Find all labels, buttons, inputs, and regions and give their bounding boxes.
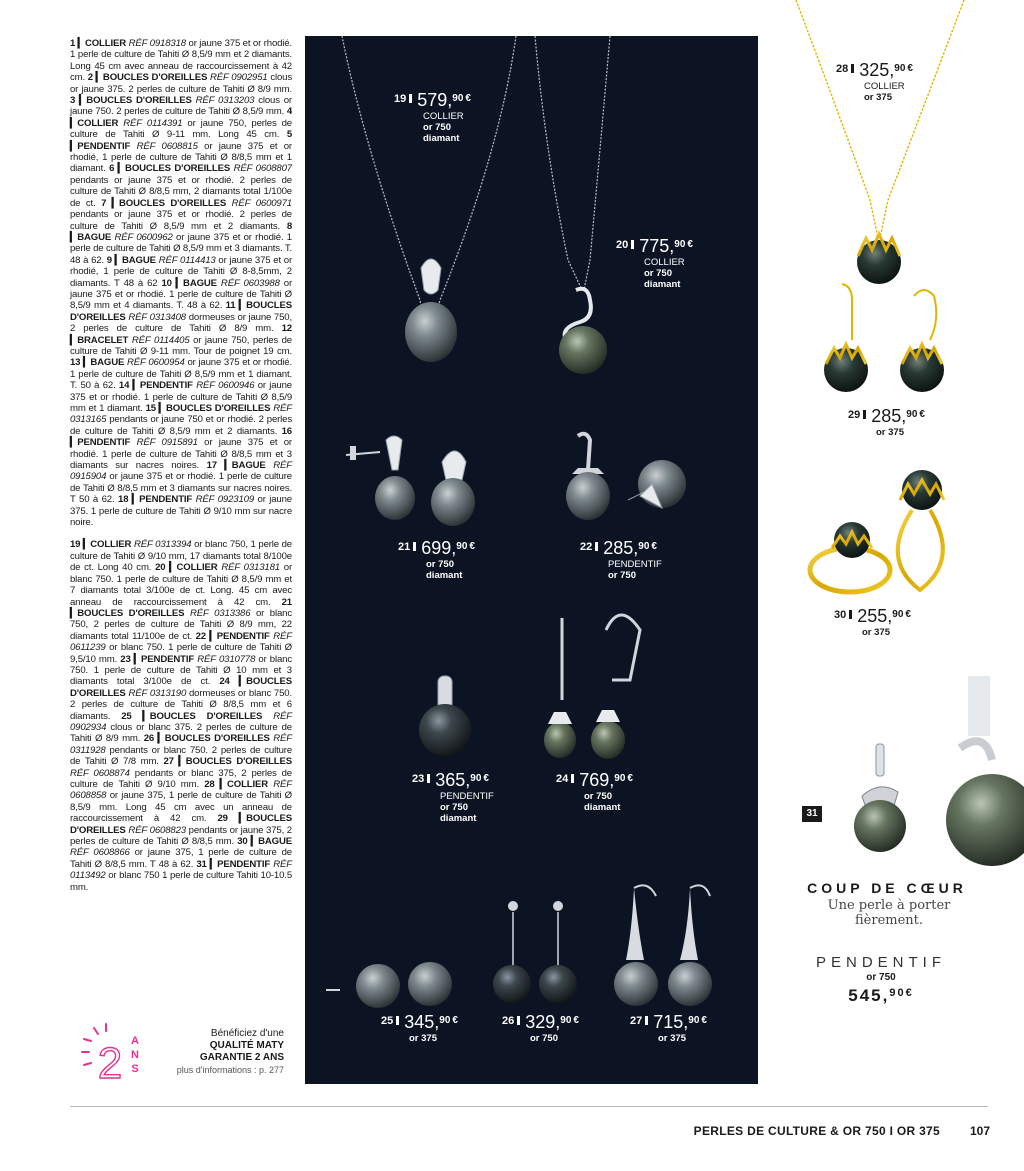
- product-description: or jaune 375 et or rhodié. 1 perle de culture de Tahiti Ø 8/8,5 mm et 3 diamants sur nacres noires.: [70, 437, 292, 472]
- product-type: COLLIER: [644, 257, 685, 268]
- product-reference: RÉF 0600954: [127, 357, 188, 369]
- product-reference: RÉF 0915904: [70, 460, 293, 483]
- price-main: 699,: [421, 538, 457, 558]
- necklace-28: [796, 0, 964, 284]
- currency: €: [465, 93, 471, 104]
- feature-product-type: PENDENTIF: [815, 954, 946, 971]
- price-tag-26: [502, 1012, 579, 1044]
- feature-subtitle: Une perle à porter fièrement.: [827, 898, 951, 928]
- product-type: COLLIER: [423, 111, 464, 122]
- item-number: 27: [630, 1015, 643, 1027]
- product-description: or jaune 375, 1 perle de culture de Tahiti Ø 8/8,5 mm. T 48 à 62.: [70, 847, 292, 870]
- price-main: 579,: [417, 90, 453, 110]
- currency: €: [651, 541, 657, 552]
- guarantee-line-3: GARANTIE 2 ANS: [199, 1052, 284, 1063]
- product-entry-title: 5 ▎PENDENTIF: [70, 129, 292, 152]
- product-reference: RÉF 0313181: [221, 562, 284, 574]
- product-stone: diamant: [584, 802, 621, 813]
- guarantee-digit: 2: [97, 1039, 123, 1084]
- product-reference: RÉF 0114405: [131, 334, 194, 346]
- price-tag-23: [412, 770, 494, 824]
- price-cents: 90: [688, 1015, 700, 1026]
- product-description: or jaune 375, 1 perle de culture de Tahiti Ø 8,5/9 mm. Long 45 cm avec un anneau de raccourcissement à 42 cm.: [70, 790, 292, 825]
- product-entry-title: 25 ▎BOUCLES D'OREILLES: [121, 710, 274, 722]
- item-number: 26: [502, 1015, 515, 1027]
- product-description: pendants or jaune 375 et or rhodié. 2 perles de culture de Tahiti Ø 8,5/9 mm et 2 diamants.: [70, 209, 292, 232]
- product-reference: RÉF 0923109: [195, 494, 258, 506]
- feature-title: COUP DE CŒUR: [807, 880, 967, 896]
- product-description: or jaune 375 et or rhodié, 1 perle de culture de Tahiti Ø 8/8,5 mm et 1 diamant.: [70, 140, 292, 175]
- price-main: 545,: [848, 986, 890, 1005]
- price-cents: 90: [470, 773, 482, 784]
- guarantee-line-2: QUALITÉ MATY: [209, 1040, 284, 1051]
- price-cents: 90: [452, 93, 464, 104]
- product-description: clous or blanc 375. 2 perles de culture de Tahiti Ø 8/9 mm.: [70, 721, 292, 745]
- product-reference: RÉF 0902934: [70, 710, 293, 733]
- product-description: or jaune 375 et or rhodié. 1 perle de culture de Tahiti Ø 8,5/9 mm et 3 diamants. T. 48 à 62.: [70, 231, 292, 266]
- product-reference: RÉF 0608874: [70, 767, 135, 779]
- product-entry-title: 10 ▎BAGUE: [161, 277, 221, 289]
- product-entry-title: 22 ▎PENDENTIF: [195, 630, 274, 642]
- product-reference: RÉF 0310778: [197, 653, 259, 665]
- price-cents: 90: [638, 541, 650, 552]
- product-reference: RÉF 0608866: [70, 847, 135, 859]
- rings-30: [810, 470, 944, 592]
- item-number: 28: [836, 63, 849, 75]
- price-tag-28: [836, 60, 913, 103]
- product-entry-title: 18 ▎PENDENTIF: [118, 494, 196, 506]
- product-reference: RÉF 0114391: [123, 117, 188, 129]
- price-tag-20: [616, 236, 693, 290]
- price-main: 365,: [435, 770, 471, 790]
- price-cents: 90: [894, 63, 906, 74]
- product-description: or jaune 750, perles de culture de Tahiti Ø 9-11 mm. Long 45 cm.: [70, 117, 292, 141]
- price-main: 715,: [653, 1012, 689, 1032]
- item-number: 23: [412, 773, 425, 785]
- item-number: 29: [848, 409, 861, 421]
- product-stone: diamant: [644, 279, 681, 290]
- product-type: PENDENTIF: [440, 791, 494, 802]
- product-entry-title: 17 ▎BAGUE: [206, 460, 274, 472]
- product-entry: [70, 95, 292, 117]
- price-main: 325,: [859, 60, 895, 80]
- currency: €: [687, 239, 693, 250]
- catalog-description-column: [70, 38, 292, 904]
- product-entry-title: 16 ▎PENDENTIF: [70, 425, 292, 449]
- product-description: or blanc 750 1 perle de culture Tahiti 10-10.5 mm.: [70, 870, 292, 893]
- product-description: pendants or jaune 375, 2 perles de culture de Tahiti Ø 8/8,5 mm.: [70, 824, 292, 848]
- price-main: 285,: [603, 538, 639, 558]
- description-block-1: [70, 38, 292, 528]
- currency: €: [905, 987, 914, 999]
- product-entry-title: 12 ▎BRACELET: [70, 323, 292, 346]
- price-tag-21: [398, 538, 475, 581]
- product-stone: diamant: [423, 133, 460, 144]
- product-description: or blanc 750. 1 perle de culture de Tahiti Ø 10 mm et 3 diamants total 3/100e de ct.: [70, 653, 292, 688]
- description-block-2: [70, 539, 292, 893]
- pendant-31: [854, 676, 1024, 866]
- price-cents: 90: [906, 409, 918, 420]
- product-entry-title: 23 ▎PENDENTIF: [120, 653, 198, 665]
- product-metal: or 375: [862, 627, 890, 638]
- feature-price: [796, 986, 966, 1006]
- product-reference: RÉF 0600946: [196, 380, 258, 392]
- product-description: or jaune 375 et or rhodié. 1 perle de culture de Tahiti Ø 8,5/9 mm et 1 diamant. T. 50 à 62.: [70, 357, 292, 392]
- guarantee-letters: A N S: [131, 1035, 139, 1075]
- price-main: 255,: [857, 606, 893, 626]
- product-reference: RÉF 0918318: [128, 38, 189, 49]
- product-description: pendants or jaune 750 et or rhodié. 2 perles de culture de Tahiti Ø 8,5/9 mm et 2 diamants.: [70, 414, 292, 437]
- guarantee-2-years-icon: [80, 1022, 142, 1084]
- product-description: clous or jaune 375. 2 perles de culture de Tahiti Ø 8/9 mm.: [70, 72, 292, 95]
- product-description: pendants or blanc 750. 2 perles de culture de Tahiti Ø 7/8 mm.: [70, 744, 292, 768]
- price-main: 329,: [525, 1012, 561, 1032]
- currency: €: [452, 1015, 458, 1026]
- currency: €: [469, 541, 475, 552]
- product-reference: RÉF 0114413: [158, 254, 219, 266]
- product-description: pendants or jaune 375 et or rhodié. 2 perles de culture de Tahiti Ø 8/8,5 mm, 2 diamants total 1/100e de ct.: [70, 174, 292, 209]
- earrings-29: [824, 284, 944, 392]
- product-type: COLLIER: [864, 81, 905, 92]
- product-reference: RÉF 0902951: [209, 72, 271, 84]
- product-description: or jaune 750, perles de culture de Tahiti Ø 9-11 mm. Tour de poignet 19 cm.: [70, 334, 292, 357]
- product-reference: RÉF 0608858: [70, 779, 292, 802]
- product-description: or jaune 375 et or rhodié. 1 perle de culture de Tahiti Ø 8/8,5 mm et 3 diamants sur nacres noires. T 50 à 62.: [70, 471, 292, 506]
- product-entry-title: 6 ▎BOUCLES D'OREILLES: [109, 163, 234, 175]
- price-cents: 90: [614, 773, 626, 784]
- product-entry: [70, 72, 292, 94]
- product-description: or blanc 750, 1 perle de culture de Tahiti Ø 9/10 mm, 17 diamants total 8/100e de ct. Long 40 cm.: [70, 539, 292, 574]
- product-reference: RÉF 0608807: [233, 163, 292, 175]
- price-cents: 90: [560, 1015, 572, 1026]
- price-tag-19: [394, 90, 471, 144]
- item-number-badge: 31: [802, 806, 822, 822]
- product-reference: RÉF 0313386: [189, 607, 256, 619]
- price-main: 345,: [404, 1012, 440, 1032]
- product-entry-title: 24 ▎BOUCLES D'OREILLES: [70, 676, 292, 699]
- product-description: or blanc 750. 1 perle de culture de Tahiti Ø 8,5/9 mm et 7 diamants total 3/100e de ct. Long. 45 cm avec anneau de raccourcissement à 42 cm.: [70, 562, 292, 608]
- product-description: or blanc 750. 1 perle de culture de Tahiti Ø 9,5/10 mm.: [70, 642, 292, 665]
- price-tag-27: [630, 1012, 707, 1044]
- product-entry: [70, 198, 292, 232]
- product-reference: RÉF 0600971: [231, 197, 292, 209]
- product-entry-title: 8 ▎BAGUE: [70, 220, 292, 243]
- product-description: or jaune 375 et or rhodié. 1 perle de culture de Tahiti Ø 8,5/9 mm et 1 diamant.: [70, 380, 292, 414]
- product-reference: RÉF 0611239: [70, 630, 293, 654]
- product-reference: RÉF 0313394: [133, 539, 195, 551]
- product-entry-title: 15 ▎BOUCLES D'OREILLES: [145, 403, 274, 414]
- item-number: 25: [381, 1015, 394, 1027]
- product-entry-title: 7 ▎BOUCLES D'OREILLES: [101, 197, 232, 209]
- product-entry-title: 30 ▎BAGUE: [237, 836, 293, 848]
- price-main: 775,: [639, 236, 675, 256]
- footer-divider: [70, 1106, 988, 1107]
- product-entry-title: 29 ▎BOUCLES D'OREILLES: [70, 813, 292, 836]
- product-entry-title: 28 ▎COLLIER: [204, 779, 274, 790]
- page-number: 107: [969, 1124, 990, 1138]
- product-reference: RÉF 0113492: [70, 858, 292, 882]
- product-reference: RÉF 0608815: [136, 140, 205, 152]
- guarantee-more-info: plus d'informations : p. 277: [176, 1065, 284, 1075]
- product-metal: or 750: [608, 570, 636, 581]
- product-entry-title: 2 ▎BOUCLES D'OREILLES: [87, 72, 210, 84]
- price-cents: 90: [439, 1015, 451, 1026]
- feature-metal: or 750: [866, 972, 896, 983]
- product-description: pendants or blanc 375, 2 perles de culture de Tahiti Ø 9/10 mm.: [70, 767, 292, 790]
- product-reference: RÉF 0915891: [136, 437, 205, 449]
- price-cents: 90: [892, 609, 904, 620]
- product-metal: or 750: [644, 268, 672, 279]
- product-description: dormeuses or jaune 750, 2 perles de culture de Tahiti Ø 8/9 mm.: [70, 311, 292, 335]
- product-entry-title: 21 ▎BOUCLES D'OREILLES: [70, 596, 292, 619]
- currency: €: [701, 1015, 707, 1026]
- item-number: 21: [398, 541, 411, 553]
- product-reference: RÉF 0313165: [70, 403, 292, 426]
- product-metal: or 750: [530, 1033, 558, 1044]
- product-description: or jaune 375 et or rhodié. 1 perle de culture de Tahiti Ø 8,5/9 mm et 2 diamants. Long 45 cm avec anneau de raccourcissement à 42 cm.: [70, 38, 292, 84]
- product-entry-title: 11 ▎BOUCLES D'OREILLES: [70, 300, 292, 323]
- product-metal: or 750: [426, 559, 454, 570]
- product-metal: or 750: [440, 802, 468, 813]
- product-entry-title: 13 ▎BAGUE: [70, 357, 128, 369]
- product-metal: or 375: [658, 1033, 686, 1044]
- price-main: 769,: [579, 770, 615, 790]
- footer-section-title: PERLES DE CULTURE & OR 750 I OR 375: [693, 1124, 940, 1138]
- product-description: clous or jaune 750. 2 perles de culture de Tahiti Ø 8,5/9 mm.: [70, 95, 292, 118]
- product-entry-title: 1 ▎COLLIER: [70, 38, 129, 49]
- product-description: or jaune 375. 1 perle de culture de Tahiti Ø 9/10 mm sur nacre noire.: [70, 494, 292, 529]
- item-number: 24: [556, 773, 569, 785]
- product-description: or jaune 375 et or rhodié. 1 perle de culture de Tahiti Ø 8,5/9 mm et 4 diamants. T. 48 à 62.: [70, 277, 292, 312]
- price-cents: 90: [889, 987, 906, 999]
- price-main: 285,: [871, 406, 907, 426]
- product-metal: or 375: [876, 427, 904, 438]
- price-cents: 90: [456, 541, 468, 552]
- product-description: dormeuses or blanc 750. 2 perles de culture de Tahiti Ø 8/8,5 mm et 6 diamants.: [70, 687, 292, 722]
- item-number: 30: [834, 609, 847, 621]
- product-reference: RÉF 0603988: [220, 277, 284, 289]
- product-entry-title: 26 ▎BOUCLES D'OREILLES: [143, 733, 274, 745]
- product-entry-title: 9 ▎BAGUE: [106, 254, 159, 266]
- guarantee-text: [150, 1028, 284, 1076]
- item-number: 19: [394, 93, 407, 105]
- price-tag-22: [580, 538, 662, 581]
- product-entry-title: 3 ▎BOUCLES D'OREILLES: [70, 95, 196, 107]
- product-stone: diamant: [440, 813, 477, 824]
- currency: €: [573, 1015, 579, 1026]
- product-type: PENDENTIF: [608, 559, 662, 570]
- product-description: or blanc 750, 2 perles de culture de Tahiti Ø 8/9 mm, 22 diamants total 11/100e de ct.: [70, 607, 292, 642]
- price-tag-24: [556, 770, 633, 813]
- currency: €: [627, 773, 633, 784]
- currency: €: [907, 63, 913, 74]
- product-description: or jaune 375 et or rhodié, 1 perle de culture de Tahiti Ø 8-8,5mm, 2 diamants. T 48 à 62: [70, 254, 292, 289]
- guarantee-line-1: Bénéficiez d'une: [210, 1028, 284, 1039]
- product-entry-title: 4 ▎COLLIER: [70, 106, 292, 129]
- item-number: 22: [580, 541, 593, 553]
- product-reference: RÉF 0600962: [114, 231, 177, 243]
- currency: €: [919, 409, 925, 420]
- product-metal: or 375: [409, 1033, 437, 1044]
- product-reference: RÉF 0313408: [128, 311, 189, 323]
- price-tag-30: [834, 606, 911, 638]
- price-tag-25: [381, 1012, 458, 1044]
- product-entry-title: 19 ▎COLLIER: [70, 539, 134, 551]
- currency: €: [905, 609, 911, 620]
- product-reference: RÉF 0608823: [128, 824, 189, 836]
- product-entry-title: 27 ▎BOUCLES D'OREILLES: [163, 756, 292, 768]
- product-photo-panel: [305, 36, 758, 1084]
- product-reference: RÉF 0313190: [128, 687, 189, 699]
- price-cents: 90: [674, 239, 686, 250]
- product-stone: diamant: [426, 570, 463, 581]
- product-entry-title: 31 ▎PENDENTIF: [196, 858, 274, 870]
- product-reference: RÉF 0311928: [70, 733, 292, 756]
- currency: €: [483, 773, 489, 784]
- item-number: 20: [616, 239, 629, 251]
- product-entry-title: 14 ▎PENDENTIF: [118, 380, 197, 392]
- price-tag-29: [848, 406, 925, 438]
- product-reference: RÉF 0313203: [195, 95, 259, 107]
- product-entry-title: 20 ▎COLLIER: [155, 562, 222, 574]
- product-metal: or 375: [864, 92, 892, 103]
- product-metal: or 750: [584, 791, 612, 802]
- product-metal: or 750: [423, 122, 451, 133]
